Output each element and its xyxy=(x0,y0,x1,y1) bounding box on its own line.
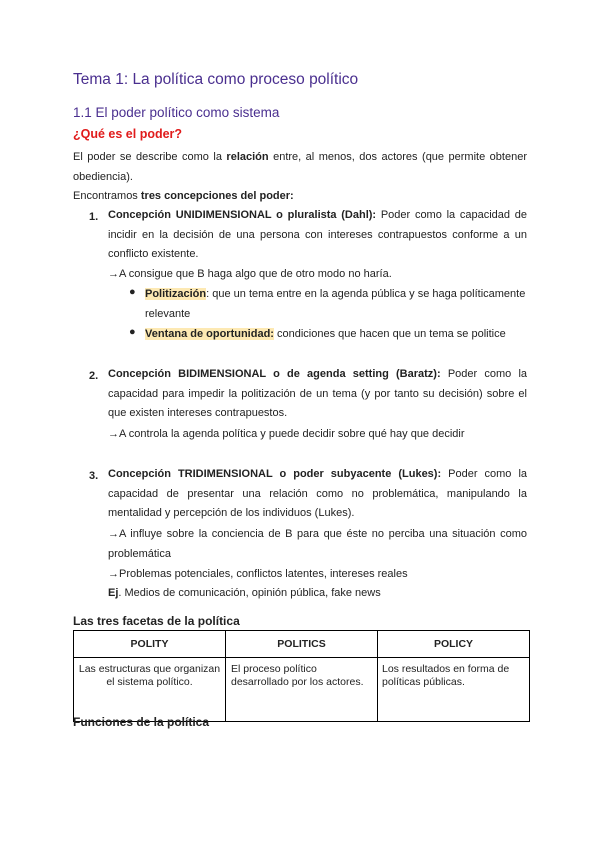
item-number-3: 3. xyxy=(89,470,99,482)
item-3-arrow-2: →Problemas potenciales, conflictos latentes, intereses reales xyxy=(108,568,408,580)
facets-table xyxy=(73,630,530,722)
bullet-politizacion-text: : que un tema entre en la agenda pública y se haga políticamente relevante xyxy=(145,288,526,320)
table-cell-polity: Las estructuras que organizan el sistema político. xyxy=(74,658,226,722)
example-label: Ej xyxy=(108,587,119,599)
item-number-2: 2. xyxy=(89,370,99,382)
intro-bold-relacion: relación xyxy=(226,151,269,163)
intro-pre: El poder se describe como la xyxy=(73,151,227,163)
item-3-arrow-1: →A influye sobre la conciencia de B para que éste no perciba una situación como problemática xyxy=(108,528,527,560)
intro-paragraph xyxy=(73,148,527,187)
bullet-ventana-text: condiciones que hacen que un tema se politice xyxy=(273,328,506,340)
table-row xyxy=(74,658,530,722)
table-title: Las tres facetas de la política xyxy=(73,614,240,628)
example-text: . Medios de comunicación, opinión pública, fake news xyxy=(118,587,381,599)
encontramos-pre: Encontramos xyxy=(73,190,141,202)
item-1-title: Concepción UNIDIMENSIONAL o pluralista (Dahl): xyxy=(108,209,377,221)
item-1-text xyxy=(108,206,527,265)
bullet-icon: ● xyxy=(129,286,136,298)
table-header-polity: POLITY xyxy=(74,631,226,658)
heading-tema-1: Tema 1: La política como proceso político xyxy=(73,71,359,88)
table-header-row xyxy=(74,631,530,658)
intro-post: entre, al menos, dos actores (que permite obtener obediencia). xyxy=(73,151,527,183)
item-1-body: Poder como la capacidad de incidir en la decisión de una persona con intereses contrapuestos conforme a un conflicto existente. xyxy=(108,209,527,260)
table-header-policy: POLICY xyxy=(378,631,530,658)
encontramos-paragraph xyxy=(73,187,294,207)
heading-funciones: Funciones de la política xyxy=(73,715,210,729)
heading-section-1-1: 1.1 El poder político como sistema xyxy=(73,105,280,120)
item-2-title: Concepción BIDIMENSIONAL o de agenda setting (Baratz): xyxy=(108,368,441,380)
term-ventana-de-oportunidad: Ventana de oportunidad: xyxy=(145,328,274,340)
item-number-1: 1. xyxy=(89,211,99,223)
table-header-politics: POLITICS xyxy=(226,631,378,658)
table-cell-policy: Los resultados en forma de políticas públicas. xyxy=(378,658,530,722)
item-2-body: Poder como la capacidad para impedir la politización de un tema (y por tanto su decisión) sobre el que existen intereses contrapuestos. xyxy=(108,368,528,419)
item-2-text xyxy=(108,365,527,424)
item-2-arrow: →A controla la agenda política y puede decidir sobre qué hay que decidir xyxy=(108,428,465,440)
term-politizacion: Politización xyxy=(145,288,207,300)
item-3-text xyxy=(108,465,527,524)
item-3-body: Poder como la capacidad de presentar una relación como no problemática, manipulando la mentalidad y percepción de los individuos (Lukes). xyxy=(108,468,527,519)
heading-que-es-el-poder: ¿Qué es el poder? xyxy=(73,127,183,141)
encontramos-bold: tres concepciones del poder: xyxy=(140,190,294,202)
bullet-ventana xyxy=(145,325,527,345)
item-1-arrow: →A consigue que B haga algo que de otro modo no haría. xyxy=(108,268,392,280)
table-cell-politics: El proceso político desarrollado por los actores. xyxy=(226,658,378,722)
item-3-example xyxy=(108,584,381,604)
bullet-politizacion xyxy=(145,285,527,324)
bullet-icon: ● xyxy=(129,326,136,338)
item-3-title: Concepción TRIDIMENSIONAL o poder subyacente (Lukes): xyxy=(108,468,442,480)
